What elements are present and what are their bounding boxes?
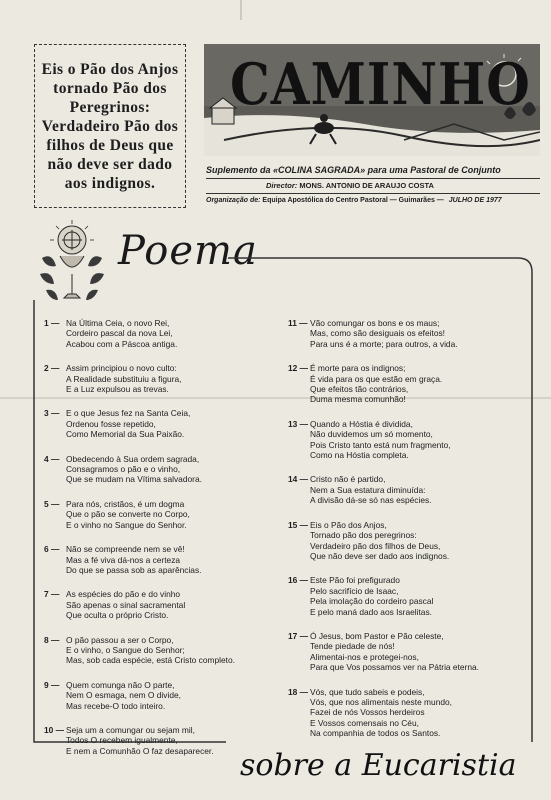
stanza-line: Que o pão se converte no Corpo, [66,509,190,520]
stanza-line: E o que Jesus fez na Santa Ceia, [66,408,191,419]
stanza-line: Ó Jesus, bom Pastor e Pão celeste, [310,630,444,641]
stanza-line: Vós, que tudo sabeis e podeis, [310,686,425,697]
stanza-line: Duma mesma comunhão! [310,394,406,405]
stanza-line: Na Última Ceia, o novo Rei, [66,318,170,328]
stanza-line: Pela imolação do cordeiro pascal [310,596,434,607]
stanza-line: E Vossos comensais no Céu, [310,717,419,728]
org-name: Equipa Apostólica do Centro Pastoral — Guimarães — [262,197,444,204]
stanza-number: 6 — [44,544,60,555]
poem-stanza [288,419,538,461]
poem-stanza [44,499,280,530]
poem-stanza [288,474,538,505]
stanza-number: 17 — [288,630,309,641]
poem-stanza [44,454,280,485]
stanza-line: Que não deve ser dado aos indignos. [310,550,450,561]
stanza-line: Verdadeiro pão dos filhos de Deus, [310,540,441,551]
stanza-line: Quem comunga não O parte, [66,679,175,690]
stanza-line: Vão comungar os bons e os maus; [310,318,440,328]
stanza-line: Seja um a comungar ou sejam mil, [66,724,195,735]
stanza-line: Mas recebe-O todo inteiro. [66,700,166,711]
stanza-line: Vós, que nos alimentais neste mundo, [310,696,452,707]
poem-stanza [288,575,538,617]
paper-fold-mark [240,0,242,20]
stanza-line: Tornado pão dos peregrinos: [310,530,417,541]
poem-stanza [44,363,280,394]
stanza-number: 12 — [288,363,309,374]
poem-title: Poema [118,228,258,274]
stanza-line: A Realidade substituiu a figura, [66,373,182,384]
poem-stanza [44,544,280,575]
poem-stanza [288,318,538,349]
stanza-line: Para uns é a morte; para outros, a vida. [310,338,458,349]
chalice-host-emblem [36,218,110,310]
issue-date: JULHO DE 1977 [448,197,502,204]
stanza-line: Fazei de nós Vossos herdeiros [310,707,425,718]
stanza-line: Este Pão foi prefigurado [310,575,400,586]
stanza-line: Para que Vos possamos ver na Pátria eterna. [310,662,479,673]
poem-stanza [44,635,280,666]
bleed-through-decoration [380,220,404,248]
stanza-number: 5 — [44,498,60,509]
stanza-line: E pelo maná dado aos Israelitas. [310,606,432,617]
stanza-line: Como Memorial da Sua Paixão. [66,429,185,440]
stanza-line: Eis o Pão dos Anjos, [310,519,387,530]
stanza-number: 18 — [288,686,309,697]
poem-stanza [288,363,538,405]
stanza-number: 15 — [288,519,309,530]
poem-stanza [288,631,538,673]
organization-line [206,197,502,204]
poem-stanza [44,680,280,711]
poem-stanza [288,687,538,739]
stanza-line: Como na Hóstia completa. [310,450,409,461]
stanza-number: 10 — [44,724,65,735]
stanza-line: Quando a Hóstia é dividida, [310,418,413,429]
stanza-line: Todos O recebem igualmente, [66,735,178,746]
stanza-number: 14 — [288,474,309,485]
stanza-number: 7 — [44,589,60,600]
stanza-line: Mas, sob cada espécie, está Cristo completo. [66,655,235,666]
stanza-line: Ordenou fosse repetido, [66,418,156,429]
director-name: MONS. ANTONIO DE ARAUJO COSTA [299,181,434,190]
poem-column-right [288,318,538,753]
stanza-line: Mas a fé viva dá-nos a certeza [66,554,181,565]
stanza-line: Cristo não é partido, [310,474,386,485]
stanza-line: Nem O esmaga, nem O divide, [66,690,181,701]
stanza-line: E nem a Comunhão O faz desaparecer. [66,745,214,756]
poem-column-left [44,318,280,770]
stanza-line: E o vinho no Sangue do Senhor. [66,519,187,530]
stanza-line: Nem a Sua estatura diminuída: [310,484,426,495]
stanza-line: São apenas o sinal sacramental [66,599,186,610]
stanza-line: Não se compreende nem se vê! [66,544,185,555]
quote-box [34,44,186,208]
poem-stanza [44,408,280,439]
quote-text: Eis o Pão dos Anjos tornado Pão dos Peregrinos: Verdadeiro Pão dos filhos de Deus que não deve ser dado aos indignos. [41,60,179,192]
stanza-line: Que se mudam na Vítima salvadora. [66,474,202,485]
stanza-line: Que oculta o próprio Cristo. [66,610,169,621]
masthead-title: CAMINHO [230,50,531,118]
stanza-line: As espécies do pão e do vinho [66,589,181,600]
stanza-line: Acabou com a Páscoa antiga. [66,338,178,349]
director-label: Director: [266,181,298,190]
stanza-line: Alimentai-nos e protegei-nos, [310,651,419,662]
stanza-line: Tende piedade de nós! [310,641,395,652]
stanza-line: Que efeitos tão contrários, [310,384,409,395]
stanza-number: 3 — [44,408,60,419]
stanza-number: 16 — [288,575,309,586]
stanza-line: Não duvidemos um só momento, [310,429,433,440]
stanza-line: Pois Cristo tanto está num fragmento, [310,439,451,450]
poem-stanza [288,520,538,562]
org-label: Organização de: [206,197,261,204]
stanza-line: Do que se passa sob as aparências. [66,564,202,575]
masthead-rule [206,193,540,194]
stanza-number: 11 — [288,318,308,328]
stanza-number: 1 — [44,318,60,328]
stanza-line: Para nós, cristãos, é um dogma [66,498,185,509]
footer-title: sobre a Eucaristia [240,748,517,783]
stanza-line: É morte para os indignos; [310,363,406,374]
stanza-number: 8 — [44,634,60,645]
stanza-line: Consagramos o pão e o vinho, [66,464,181,475]
stanza-line: Mas, como são desiguais os efeitos! [310,328,445,339]
stanza-line: E o vinho, o Sangue do Senhor; [66,644,185,655]
stanza-line: A divisão dá-se só nas espécies. [310,495,432,506]
stanza-number: 2 — [44,363,60,374]
stanza-line: Pelo sacrifício de Isaac, [310,585,399,596]
masthead-banner [204,44,540,156]
masthead-rule [206,178,540,179]
stanza-line: O pão passou a ser o Corpo, [66,634,174,645]
stanza-number: 9 — [44,679,60,690]
stanza-line: Obedecendo à Sua ordem sagrada, [66,453,200,464]
stanza-line: Cordeiro pascal da nova Lei, [66,328,173,339]
poem-stanza [44,589,280,620]
stanza-line: É vida para os que estão em graça. [310,373,443,384]
stanza-number: 4 — [44,453,60,464]
stanza-line: E a Luz expulsou as trevas. [66,384,169,395]
masthead-subtitle: Suplemento da «COLINA SAGRADA» para uma Pastoral de Conjunto [206,165,501,175]
stanza-line: Na companhia de todos os Santos. [310,728,441,739]
poem-stanza [44,318,280,349]
stanza-line: Assim principiou o novo culto: [66,363,177,374]
stanza-number: 13 — [288,418,309,429]
director-line [266,181,434,190]
